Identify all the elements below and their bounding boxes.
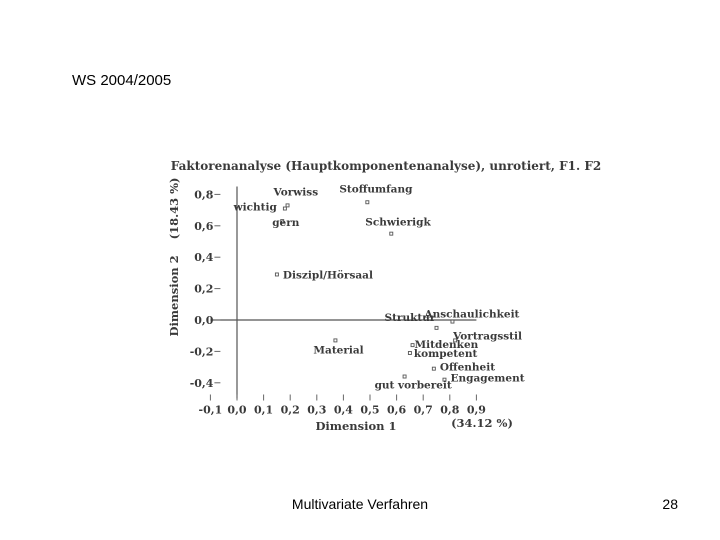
data-point-label: Diszipl/Hörsaal: [282, 269, 373, 282]
data-point-label: Material: [313, 344, 364, 357]
x-tick-label: 0,8: [440, 403, 460, 417]
data-point: [435, 326, 438, 329]
slide-header: WS 2004/2005: [72, 72, 172, 89]
y-tick-label: 0,0: [194, 314, 214, 327]
y-axis-label: Dimension 2: [167, 255, 181, 337]
data-point: [408, 351, 411, 354]
y-axis-percent: (18.43 %): [167, 177, 181, 240]
x-tick-label: 0,2: [280, 403, 300, 417]
data-point-label: Engagement: [450, 372, 525, 385]
chart-title: Faktorenanalyse (Hauptkomponentenanalyse), unrotiert, F1. F2: [170, 159, 602, 173]
slide-footer: Multivariate Verfahren: [291, 496, 429, 512]
y-axis-title: [167, 178, 181, 337]
data-point-label: Schwierigk: [365, 216, 431, 229]
data-point-label: Offenheit: [439, 361, 496, 374]
x-tick-label: 0,3: [307, 403, 327, 417]
data-point-label: Mitdenken: [414, 339, 479, 352]
data-point: [334, 339, 337, 342]
data-point: [432, 367, 435, 370]
x-axis-percent: (34.12 %): [451, 416, 513, 430]
data-point-label: Stoffumfang: [339, 183, 413, 196]
data-point: [390, 232, 393, 235]
data-point-label: Vortragsstil: [453, 330, 523, 343]
data-point-label: gut vorbereit: [374, 379, 452, 392]
data-point-label: Struktur: [384, 311, 436, 324]
chart-points: [233, 183, 525, 391]
x-tick-label: 0,4: [333, 403, 353, 417]
x-tick-label: 0,7: [413, 403, 433, 417]
data-point: [283, 207, 286, 210]
y-tick-label: 0,6: [194, 219, 214, 233]
data-point: [275, 273, 278, 276]
data-point-label: gern: [272, 217, 300, 230]
y-axis-title-group: [167, 178, 181, 337]
y-tick-label: 0,4: [194, 251, 214, 265]
x-tick-label: 0,0: [227, 403, 247, 417]
data-point-label: Anschaulichkeit: [424, 308, 520, 321]
data-point-label: Vorwiss: [273, 186, 319, 199]
y-tick-label: 0,8: [194, 188, 214, 202]
data-point: [286, 204, 289, 207]
x-tick-label: 0,6: [387, 403, 407, 417]
x-tick-label: 0,9: [466, 403, 486, 417]
x-tick-label: 0,5: [360, 403, 380, 417]
x-tick-label: -0,1: [198, 403, 223, 417]
data-point: [403, 375, 406, 378]
x-axis-title: Dimension 1: [315, 419, 397, 433]
x-tick-label: 0,1: [254, 403, 274, 417]
y-tick-label: -0,4: [189, 376, 214, 390]
page-number: 28: [662, 496, 678, 512]
data-point: [366, 201, 369, 204]
y-tick-label: 0,2: [194, 282, 214, 296]
data-point-label: wichtig: [233, 201, 277, 214]
data-point-label: kompetent: [413, 347, 478, 360]
y-tick-label: -0,2: [189, 345, 214, 359]
